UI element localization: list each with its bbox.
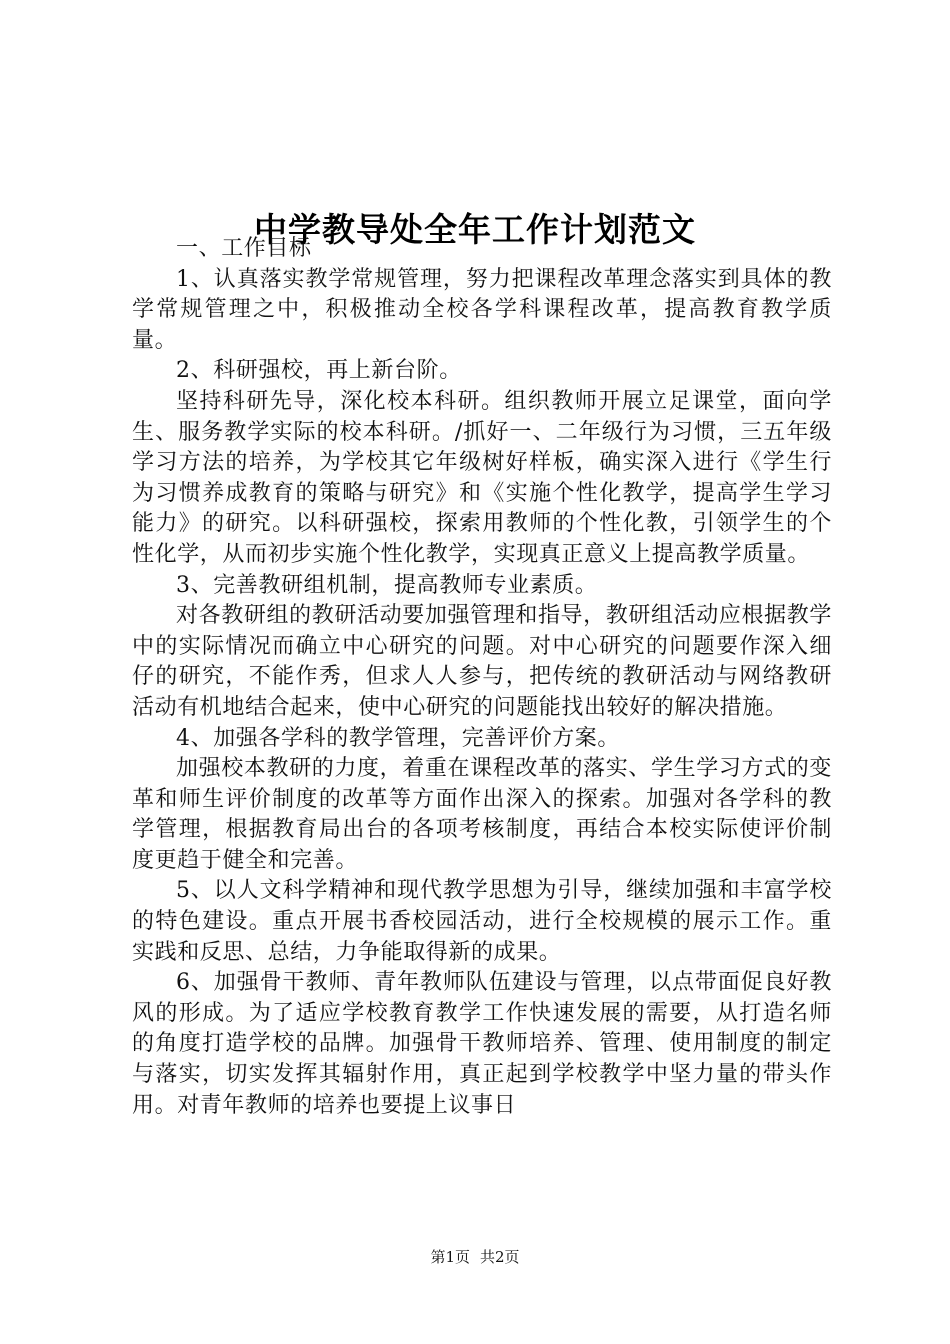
page-number-total: 共2页 xyxy=(480,1248,520,1266)
page-number-current: 第1页 xyxy=(430,1248,470,1266)
section-heading-goals: 一、工作目标 xyxy=(176,236,312,261)
paragraph-item-4: 4、加强各学科的教学管理，完善评价方案。 xyxy=(176,725,620,751)
paragraph-evaluation-detail: 加强校本教研的力度，着重在课程改革的落实、学生学习方式的变革和师生评价制度的改革等方面作出深入的探索。加强对各学科的教学管理，根据教育局出台的各项考核制度，再结合本校实际使评价制度更趋于健全和完善。 xyxy=(132,756,832,873)
paragraph-research-detail: 坚持科研先导，深化校本科研。组织教师开展立足课堂，面向学生、服务教学实际的校本科研。/抓好一、二年级行为习惯，三五年级学习方法的培养，为学校其它年级树好样板，确实深入进行《学生行为习惯养成教育的策略与研究》和《实施个性化教学，提高学生学习能力》的研究。以科研强校，探索用教师的个性化教，引领学生的个性化学，从而初步实施个性化教学，实现真正意义上提高教学质量。 xyxy=(132,388,832,567)
page-footer xyxy=(0,1247,950,1267)
paragraph-item-6: 6、加强骨干教师、青年教师队伍建设与管理，以点带面促良好教风的形成。为了适应学校教育教学工作快速发展的需要，从打造名师的角度打造学校的品牌。加强骨干教师培养、管理、使用制度的制定与落实，切实发挥其辐射作用，真正起到学校教学中坚力量的带头作用。对青年教师的培养也要提上议事日 xyxy=(132,970,832,1118)
paragraph-item-1: 1、认真落实教学常规管理，努力把课程改革理念落实到具体的教学常规管理之中，积极推动全校各学科课程改革，提高教育教学质量。 xyxy=(132,266,832,353)
paragraph-item-3: 3、完善教研组机制，提高教师专业素质。 xyxy=(176,572,598,598)
paragraph-item-2: 2、科研强校，再上新台阶。 xyxy=(176,358,462,384)
document-body xyxy=(132,234,832,1121)
document-title: 中学教导处全年工作计划范文 xyxy=(254,210,696,250)
paragraph-teaching-research-detail: 对各教研组的教研活动要加强管理和指导，教研组活动应根据教学中的实际情况而确立中心研究的问题。对中心研究的问题要作深入细仔的研究，不能作秀，但求人人参与，把传统的教研活动与网络教研活动有机地结合起来，使中心研究的问题能找出较好的解决措施。 xyxy=(132,603,832,720)
paragraph-item-5: 5、以人文科学精神和现代教学思想为引导，继续加强和丰富学校的特色建设。重点开展书香校园活动，进行全校规模的展示工作。重实践和反思、总结，力争能取得新的成果。 xyxy=(132,878,832,965)
